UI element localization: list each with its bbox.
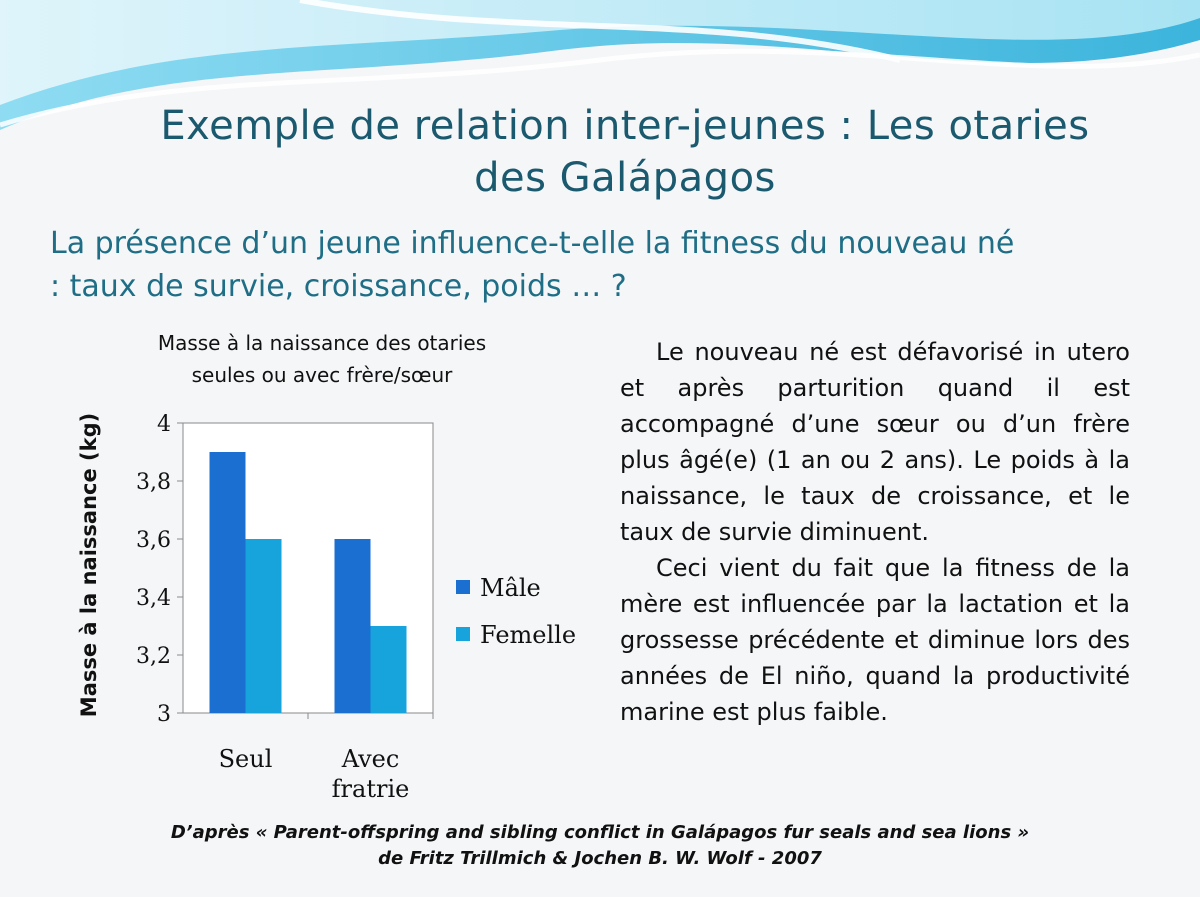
bar-0-1 [335, 539, 371, 713]
legend-swatch-0 [456, 580, 470, 594]
chart-title-line1: Masse à la naissance des otaries [157, 331, 487, 355]
bar-0-0 [210, 452, 246, 713]
x-tick-label: Avec [341, 745, 400, 773]
slide-subtitle-line2: : taux de survie, croissance, poids … ? [50, 269, 627, 304]
chart-title-line2: seules ou avec frère/sœur [191, 363, 453, 387]
y-tick-label: 3,8 [136, 470, 171, 495]
x-tick-label: Seul [218, 745, 273, 773]
y-tick-label: 3,4 [136, 586, 171, 611]
legend-label-0: Mâle [480, 574, 541, 602]
y-tick-label: 3,6 [136, 528, 171, 553]
slide-title [60, 100, 1190, 204]
y-tick-label: 3,2 [136, 644, 171, 669]
x-tick-label: fratrie [331, 775, 410, 803]
legend-label-1: Femelle [480, 621, 577, 649]
slide-title-line1: Exemple de relation inter-jeunes : Les otaries [160, 103, 1090, 149]
slide-title-line2: des Galápagos [474, 155, 776, 201]
y-tick-label: 4 [157, 412, 171, 437]
bar-1-1 [371, 626, 407, 713]
slide-subtitle-line1: La présence d’un jeune influence-t-elle la fitness du nouveau né [50, 226, 1015, 261]
y-tick-label: 3 [157, 702, 171, 727]
explanation-paragraph-2: Ceci vient du fait que la fitness de la mère est influencée par la lactation et la grossesse précédente et diminue lors des années de El niño, quand la productivité marine est plus faible. [620, 554, 1130, 726]
bar-chart [60, 320, 600, 820]
legend-swatch-1 [456, 627, 470, 641]
source-credit [0, 820, 1200, 872]
bar-1-0 [246, 539, 282, 713]
explanation-text [620, 334, 1130, 730]
source-credit-line1: D’après « Parent-offspring and sibling conflict in Galápagos fur seals and sea lions » [170, 822, 1030, 843]
explanation-paragraph-1: Le nouveau né est défavorisé in utero et après parturition quand il est accompagné d’une sœur ou d’un frère plus âgé(e) (1 an ou 2 ans). Le poids à la naissance, le taux de croissance, et le taux de survie diminuent. [620, 338, 1130, 546]
slide-subtitle [50, 222, 1160, 308]
y-axis-label: Masse à la naissance (kg) [77, 412, 101, 718]
source-credit-line2: de Fritz Trillmich & Jochen B. W. Wolf - 2007 [378, 848, 822, 869]
